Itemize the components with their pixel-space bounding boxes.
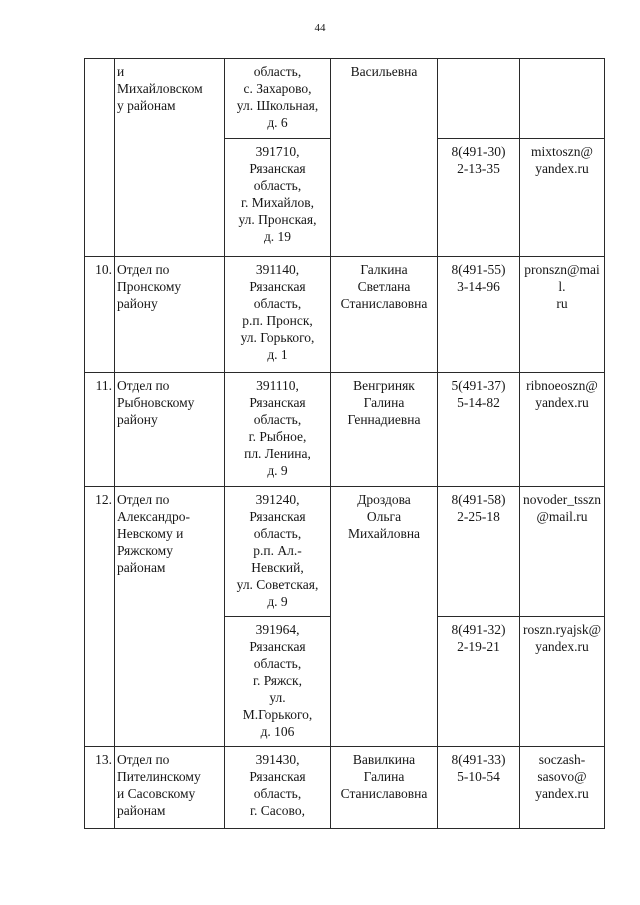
email-cell: roszn.ryajsk@ yandex.ru [520,617,605,747]
head-name-cell: Венгриняк Галина Геннадиевна [331,373,438,487]
table-row [85,373,605,487]
phone-cell: 8(491-58) 2-25-18 [438,487,520,617]
email-cell: novoder_tsszn @mail.ru [520,487,605,617]
row-number-cell: 13. [85,747,115,829]
email-cell: mixtoszn@ yandex.ru [520,139,605,257]
row-number-cell [85,59,115,257]
phone-cell: 8(491-33) 5-10-54 [438,747,520,829]
phone-cell: 5(491-37) 5-14-82 [438,373,520,487]
email-cell [520,59,605,139]
row-number-cell: 10. [85,257,115,373]
email-cell: soczash- sasovo@ yandex.ru [520,747,605,829]
table-row [85,487,605,617]
department-cell: Отдел по Пителинскому и Сасовскому районам [115,747,225,829]
page-number: 44 [314,22,326,34]
table-row [85,59,605,139]
head-name-cell: Вавилкина Галина Станиславовна [331,747,438,829]
address-cell: 391430, Рязанская область, г. Сасово, [225,747,331,829]
department-cell: Отдел по Пронскому району [115,257,225,373]
address-cell: 391964, Рязанская область, г. Ряжск, ул. М.Горького, д. 106 [225,617,331,747]
address-cell: 391710, Рязанская область, г. Михайлов, ул. Пронская, д. 19 [225,139,331,257]
phone-cell: 8(491-32) 2-19-21 [438,617,520,747]
table-row [85,747,605,829]
email-cell: ribnoeoszn@ yandex.ru [520,373,605,487]
address-cell: 391140, Рязанская область, р.п. Пронск, ул. Горького, д. 1 [225,257,331,373]
contacts-table [84,58,605,829]
row-number-cell: 11. [85,373,115,487]
head-name-cell: Васильевна [331,59,438,257]
row-number-cell: 12. [85,487,115,747]
address-cell: область, с. Захарово, ул. Школьная, д. 6 [225,59,331,139]
address-cell: 391240, Рязанская область, р.п. Ал.- Невский, ул. Советская, д. 9 [225,487,331,617]
department-cell: Отдел по Александро- Невскому и Ряжскому районам [115,487,225,747]
head-name-cell: Дроздова Ольга Михайловна [331,487,438,747]
email-cell: pronszn@mail. ru [520,257,605,373]
phone-cell [438,59,520,139]
phone-cell: 8(491-30) 2-13-35 [438,139,520,257]
department-cell: Отдел по Рыбновскому району [115,373,225,487]
department-cell: и Михайловском у районам [115,59,225,257]
head-name-cell: Галкина Светлана Станиславовна [331,257,438,373]
address-cell: 391110, Рязанская область, г. Рыбное, пл. Ленина, д. 9 [225,373,331,487]
phone-cell: 8(491-55) 3-14-96 [438,257,520,373]
table-row [85,257,605,373]
